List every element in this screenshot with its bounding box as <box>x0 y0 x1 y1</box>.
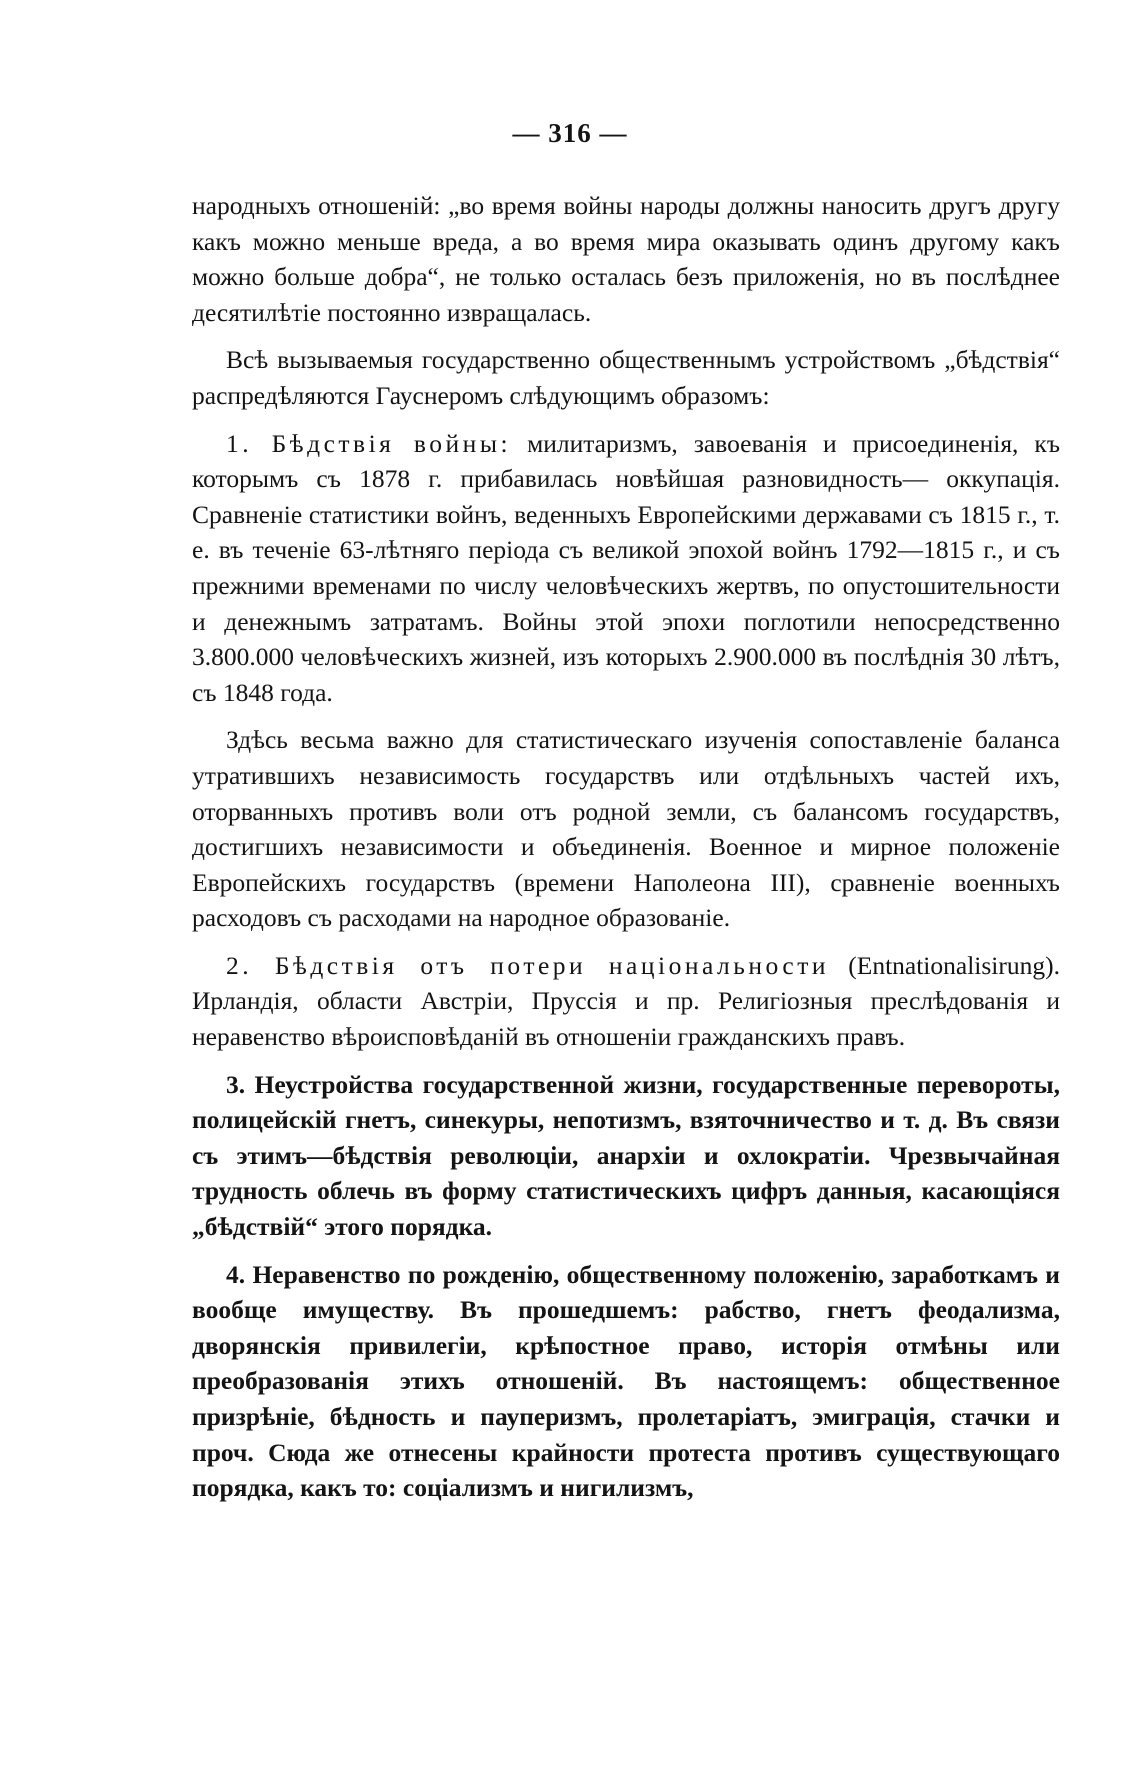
paragraph-state-disorder <box>192 1067 1060 1245</box>
page-number: — 316 — <box>512 118 628 148</box>
paragraph-text: (Entnationalisirung). Ирландія, области Австріи, Пруссія и пр. Религіозныя преслѣдованія и неравенство вѣроисповѣданій въ отношеніи гражданскихъ правъ. <box>192 950 1061 1052</box>
paragraph-text: 4. Неравенство по рожденію, общественному положенію, заработкамъ и вообще имуществу. Въ прошедшемъ: рабство, гнетъ феодализма, дворянскія привилегіи, крѣпостное право, исторія отмѣны или преобразованія этихъ отношеній. Въ настоящемъ: общественное призрѣніе, бѣдность и пауперизмъ, пролетаріатъ, эмиграція, стачки и проч. Сюда же отнесены крайности протеста противъ существующаго порядка, какъ то: соціализмъ и нигилизмъ, <box>192 1259 1060 1503</box>
paragraph-wars <box>192 426 1060 711</box>
paragraph-text: народныхъ отношеній: „во время войны народы должны наносить другъ другу какъ можно меньше вреда, а во время мира оказывать одинъ другому какъ можно больше добра“, не только осталась безъ приложенія, но въ послѣднее десятилѣтіе постоянно извращалась. <box>192 191 1060 327</box>
paragraph-text: Всѣ вызываемыя государственно общественнымъ устройствомъ „бѣдствія“ распредѣляются Гауснеромъ слѣдующимъ образомъ: <box>192 345 1060 410</box>
paragraph-intro <box>192 342 1060 413</box>
paragraph-text: Здѣсь весьма важно для статистическаго изученія сопоставленіе баланса утратившихъ независимость государствъ или отдѣльныхъ частей ихъ, оторванныхъ противъ воли отъ родной земли, съ балансомъ государствъ, достигшихъ независимости и объединенія. Военное и мирное положеніе Европейскихъ государствъ (времени Наполеона III), сравненіе военныхъ расходовъ съ расходами на народное образованіе. <box>192 725 1060 933</box>
section-heading: 2. Бѣдствія отъ потери національности <box>226 950 830 980</box>
paragraph-text: милитаризмъ, завоеванія и присоединенія, къ которымъ съ 1878 г. прибавилась новѣйшая разновидность— оккупація. Сравненіе статистики войнъ, веденныхъ Европейскими державами съ 1815 г., т. е. въ теченіе 63-лѣтняго періода съ великой эпохой войнъ 1792—1815 г., и съ прежними временами по числу человѣческихъ жертвъ, по опустошительности и денежнымъ затратамъ. Войны этой эпохи поглотили непосредственно 3.800.000 человѣческихъ жизней, изъ которыхъ 2.900.000 въ послѣднія 30 лѣтъ, съ 1848 года. <box>192 428 1061 707</box>
section-heading: 1. Бѣдствія войны: <box>226 428 512 458</box>
paragraph-nationality <box>192 948 1060 1055</box>
paragraph-continuation <box>192 188 1060 330</box>
paragraph-inequality <box>192 1257 1060 1506</box>
paragraph-text: 3. Неустройства государственной жизни, государственные перевороты, полицейскій гнетъ, синекуры, непотизмъ, взяточничество и т. д. Въ связи съ этимъ—бѣдствія революціи, анархіи и охлократіи. Чрезвычайная трудность облечь въ форму статистическихъ цифръ данныя, касающіяся „бѣдствій“ этого порядка. <box>192 1069 1060 1242</box>
paragraph-balance <box>192 722 1060 936</box>
body-text <box>192 188 1060 1506</box>
